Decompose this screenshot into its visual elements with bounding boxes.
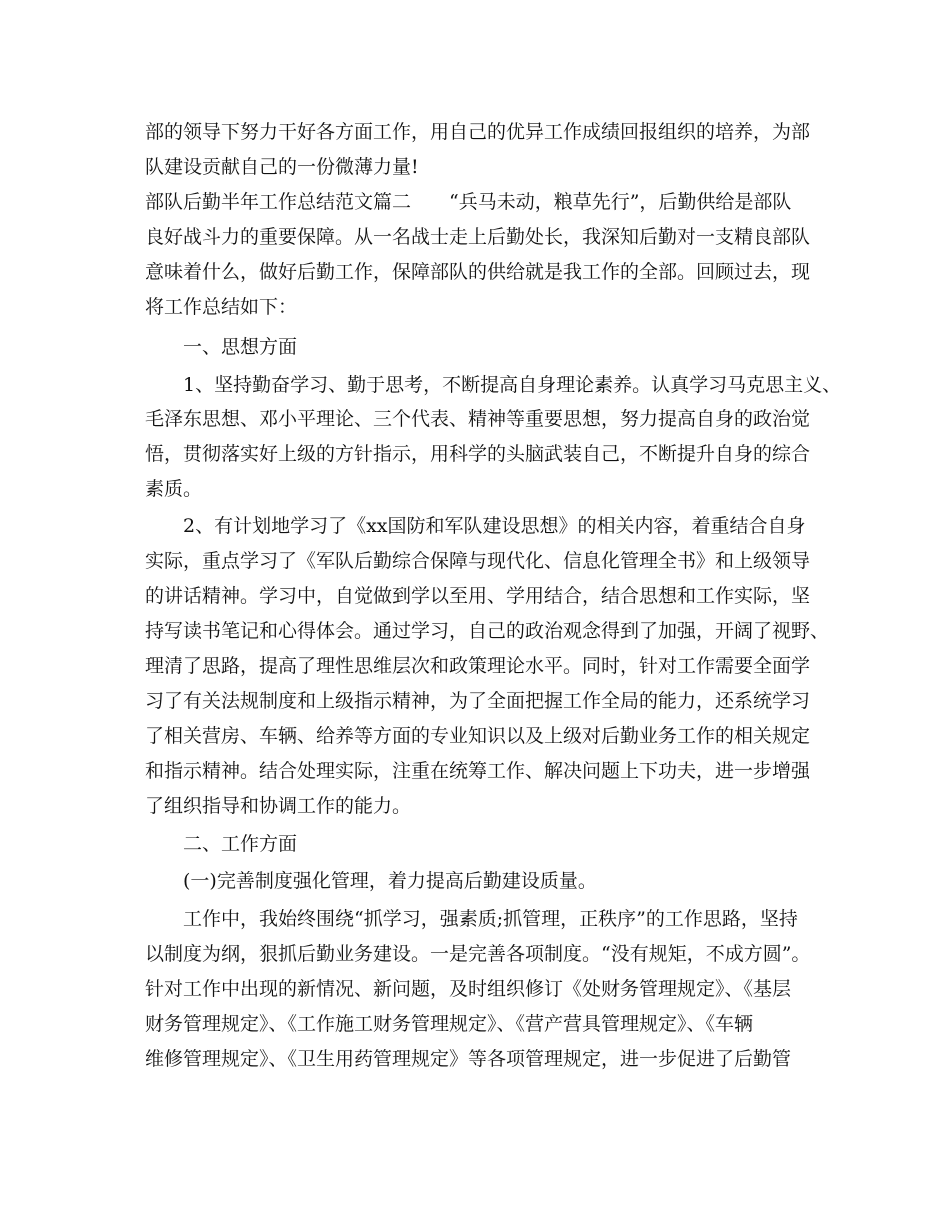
- section-heading: 部队后勤半年工作总结范文篇二 “兵马未动，粮草先行”，后勤供给是部队: [145, 191, 792, 213]
- text-line: 针对工作中出现的新情况、新问题，及时组织修订《处财务管理规定》、《基层: [145, 978, 792, 1000]
- text-line: 了组织指导和协调工作的能力。: [145, 795, 412, 817]
- text-line: 的讲话精神。学习中，自觉做到学以至用、学用结合，结合思想和工作实际，坚: [145, 585, 811, 607]
- sub-heading: 二、工作方面: [183, 833, 298, 855]
- text-line: 毛泽东思想、邓小平理论、三个代表、精神等重要思想，努力提高自身的政治觉: [145, 408, 811, 430]
- text-line: 以制度为纲，狠抓后勤业务建设。一是完善各项制度。“没有规矩，不成方圆”。: [145, 943, 811, 965]
- text-line: 理清了思路，提高了理性思维层次和政策理论水平。同时，针对工作需要全面学: [145, 655, 811, 677]
- text-line: 习了有关法规制度和上级指示精神，为了全面把握工作全局的能力，还系统学习: [145, 690, 811, 712]
- text-line: 工作中，我始终围绕“抓学习，强素质;抓管理，正秩序”的工作思路，坚持: [183, 908, 798, 930]
- text-line: 财务管理规定》、《工作施工财务管理规定》、《营产营具管理规定》、《车辆: [145, 1013, 754, 1035]
- text-line: 将工作总结如下：: [145, 296, 298, 318]
- text-line: 实际，重点学习了《军队后勤综合保障与现代化、信息化管理全书》和上级领导: [145, 550, 811, 572]
- text-line: 良好战斗力的重要保障。从一名战士走上后勤处长，我深知后勤对一支精良部队: [145, 226, 811, 248]
- text-line: 队建设贡献自己的一份微薄力量!: [145, 156, 419, 178]
- text-line: 和指示精神。结合处理实际，注重在统筹工作、解决问题上下功夫，进一步增强: [145, 760, 811, 782]
- text-line: 部的领导下努力干好各方面工作，用自己的优异工作成绩回报组织的培养，为部: [145, 121, 811, 143]
- sub-heading: (一)完善制度强化管理，着力提高后勤建设质量。: [183, 870, 597, 892]
- text-line: 素质。: [145, 478, 203, 500]
- text-line: 持写读书笔记和心得体会。通过学习，自己的政治观念得到了加强，开阔了视野、: [145, 620, 830, 642]
- text-line: 2、有计划地学习了《xx国防和军队建设思想》的相关内容，着重结合自身: [183, 515, 806, 537]
- text-line: 悟，贯彻落实好上级的方针指示，用科学的头脑武装自己，不断提升自身的综合: [145, 443, 811, 465]
- text-line: 1、坚持勤奋学习、勤于思考，不断提高自身理论素养。认真学习马克思主义、: [183, 374, 842, 396]
- text-line: 维修管理规定》、《卫生用药管理规定》等各项管理规定，进一步促进了后勤管: [145, 1048, 792, 1070]
- text-line: 了相关营房、车辆、给养等方面的专业知识以及上级对后勤业务工作的相关规定: [145, 725, 811, 747]
- sub-heading: 一、思想方面: [183, 336, 298, 358]
- text-line: 意味着什么，做好后勤工作，保障部队的供给就是我工作的全部。回顾过去，现: [145, 261, 811, 283]
